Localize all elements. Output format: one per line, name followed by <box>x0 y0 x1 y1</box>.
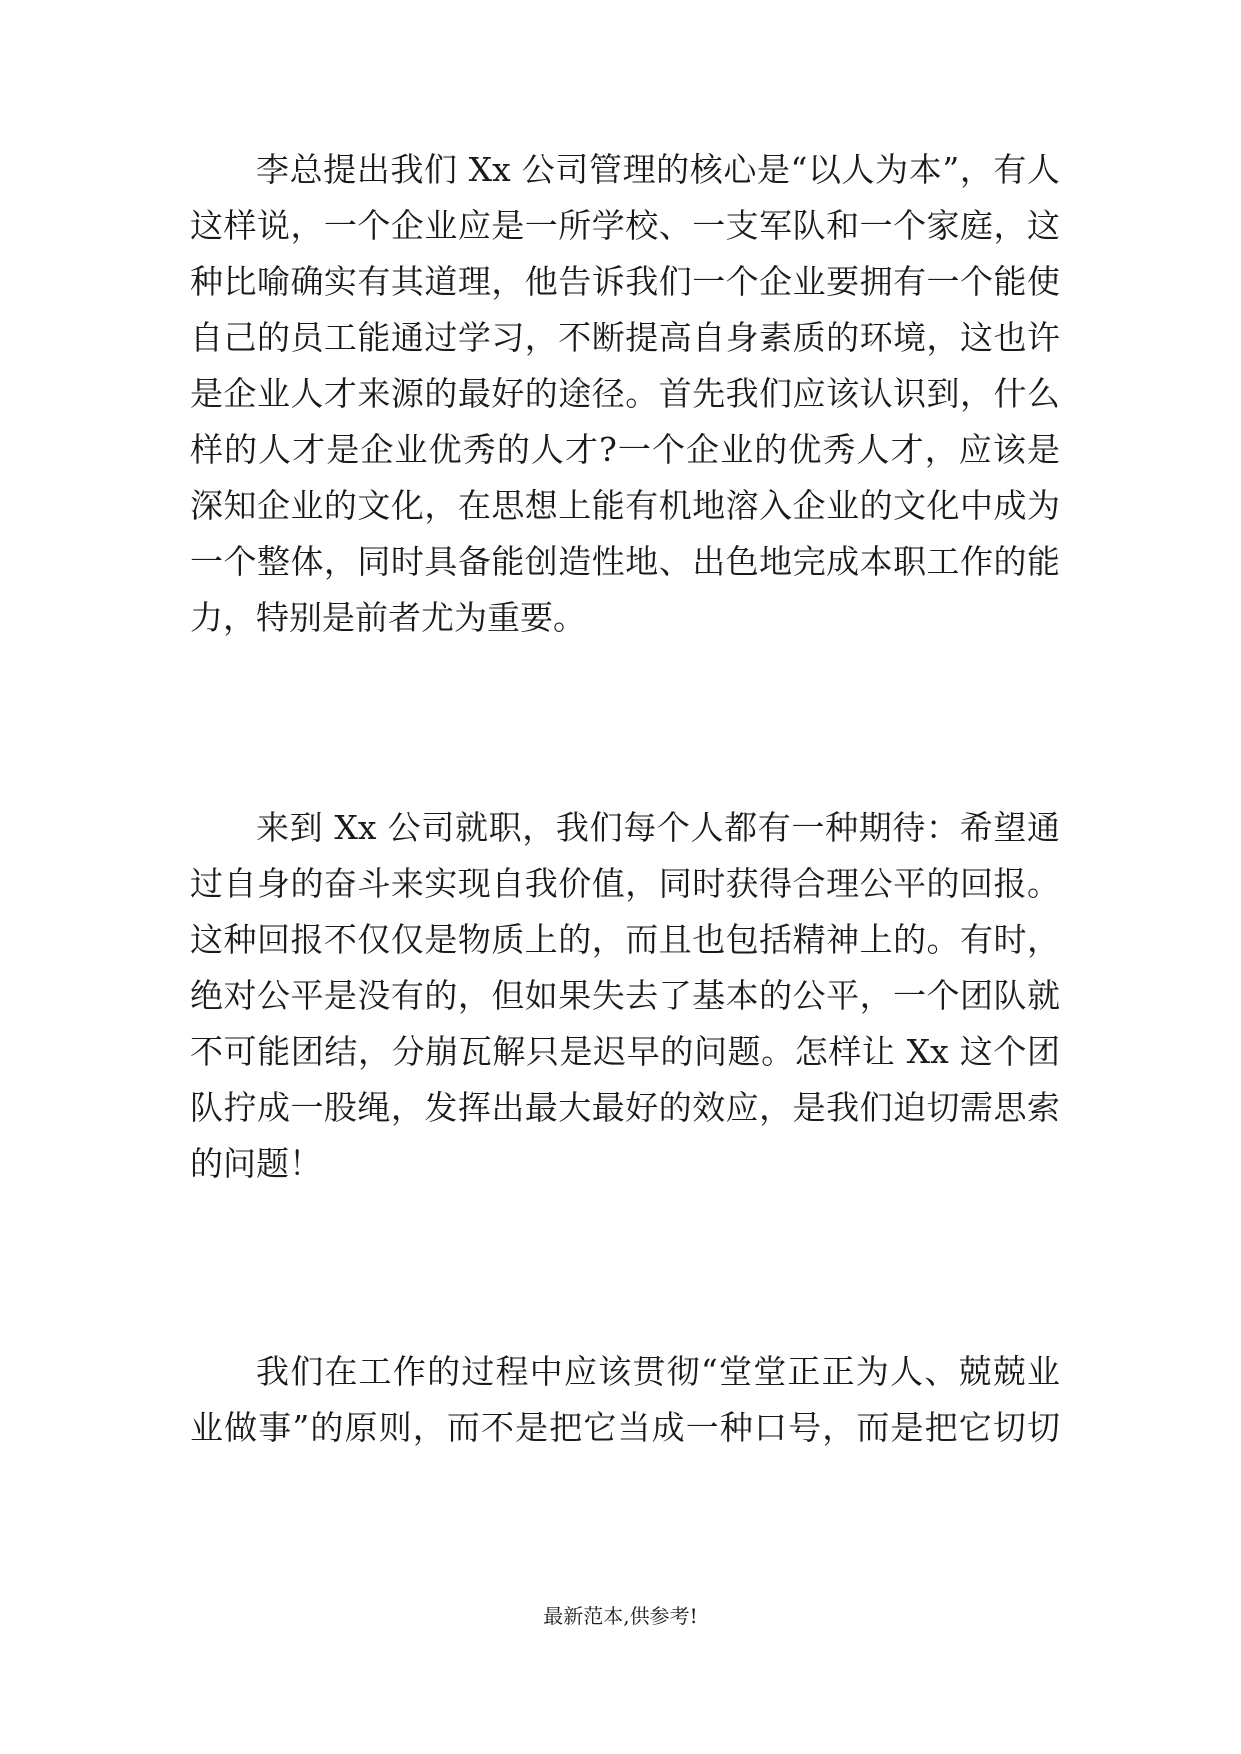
paragraph-line: 我们在工作的过程中应该贯彻“堂堂正正为人、兢兢业 <box>256 1352 1060 1391</box>
paragraph-line: 的问题！ <box>190 1144 322 1183</box>
paragraph-line: 样的人才是企业优秀的人才?一个企业的优秀人才，应该是 <box>190 430 1060 469</box>
paragraph-line: 不可能团结，分崩瓦解只是迟早的问题。怎样让 Xx 这个团 <box>190 1032 1060 1071</box>
paragraph-line: 李总提出我们 Xx 公司管理的核心是“以人为本”，有人 <box>256 150 1060 189</box>
paragraph-line: 自己的员工能通过学习，不断提高自身素质的环境，这也许 <box>190 318 1060 357</box>
paragraph-line: 过自身的奋斗来实现自我价值，同时获得合理公平的回报。 <box>190 864 1060 903</box>
paragraph-line: 深知企业的文化，在思想上能有机地溶入企业的文化中成为 <box>190 486 1060 525</box>
paragraph-line: 业做事”的原则，而不是把它当成一种口号，而是把它切切 <box>190 1408 1060 1447</box>
paragraph-line: 这种回报不仅仅是物质上的，而且也包括精神上的。有时， <box>190 920 1060 959</box>
paragraph-line: 这样说，一个企业应是一所学校、一支军队和一个家庭，这 <box>190 206 1060 245</box>
paragraph-line: 力，特别是前者尤为重要。 <box>190 598 586 637</box>
paragraph-line: 种比喻确实有其道理，他告诉我们一个企业要拥有一个能使 <box>190 262 1060 301</box>
paragraph-line: 绝对公平是没有的，但如果失去了基本的公平，一个团队就 <box>190 976 1060 1015</box>
paragraph-line: 队拧成一股绳，发挥出最大最好的效应，是我们迫切需思索 <box>190 1088 1060 1127</box>
paragraph-line: 来到 Xx 公司就职，我们每个人都有一种期待：希望通 <box>256 808 1060 847</box>
paragraph-line: 一个整体，同时具备能创造性地、出色地完成本职工作的能 <box>190 542 1060 581</box>
page-footer: 最新范本,供参考! <box>543 1604 698 1628</box>
paragraph-line: 是企业人才来源的最好的途径。首先我们应该认识到，什么 <box>190 374 1060 413</box>
